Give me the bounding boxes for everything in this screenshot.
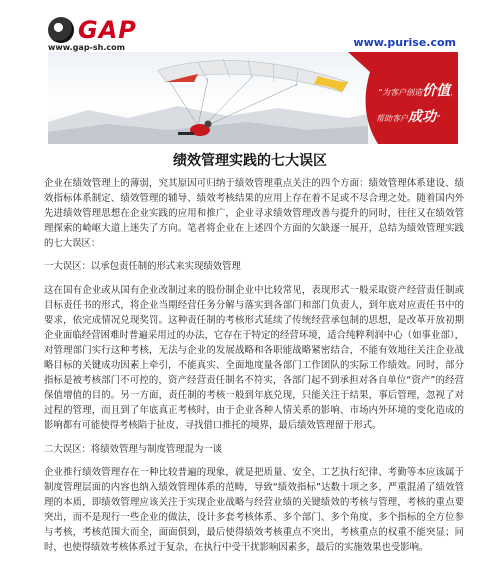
site-url-link[interactable]: www.purise.com [353,36,456,49]
slogan-line-1-emph: 价值 [422,83,451,99]
slogan-line-2-prefix: 帮助客户 [376,114,408,123]
slogan-line-1-suffix: ， [450,88,458,97]
page-header [0,0,500,150]
globe-icon [48,17,74,43]
intro-paragraph: 企业在绩效管理上的薄弱，究其原因可归纳于绩效管理重点关注的四个方面：绩效管理体系建设、绩效指标体系制定、绩效管理的辅导、绩效考核结果的应用上存在着不足或不尽合理之处。随着国内外先进绩效管理思想在企业实践的应用和推广，企业寻求绩效管理改善与提升的同时，往往又在绩效管理探索的崎岖大道上迷失了方向。笔者将企业在上述四个方面的欠缺逐一展开，总结为绩效管理实践的七大误区： [44,178,464,250]
section-2-heading: 二大误区：将绩效管理与制度管理混为一谈 [44,443,223,455]
article-body [44,176,464,555]
company-logo[interactable] [48,16,137,44]
section-2-paragraph: 企业推行绩效管理存在一种比较普遍的现象，就是把质量、安全、工艺执行纪律、考勤等本应该属于制度管理层面的内容也纳入绩效管理体系的范畴，导致“绩效指标”达数十项之多，严重混淆了绩效管理的本质，即绩效管理应该关注于实现企业战略与经营业绩的关键绩效的考核与管理，考核的重点要突出，而不是现行一些企业的做法，设计多套考核体系、多个部门、多个角度、多个指标的全方位参与考核，考核范围大而全，面面俱到，最后使得绩效考核重点不突出，考核重点的权重不能突显；同时，也使得绩效考核体系过于复杂，在执行中受干扰影响因素多，最后的实施效果也受影响。 [44,466,464,554]
slogan-line-1-prefix: 为客户创造 [382,88,423,97]
article-title: 绩效管理实践的七大误区 [173,153,327,169]
section-1-paragraph: 这在国有企业或从国有企业改制过来的股份制企业中比较常见，表现形式一般采取资产经营责任制或目标责任书的形式，将企业当期经营任务分解与落实到各部门和部门负责人，到年底对应责任书中的要求，依完成情况兑现奖罚。这种责任制的考核形式延续了传统经营承包制的思想，是改革开放初期企业面临经营困难时普遍采用过的办法，它存在于特定的经营环境，适合纯粹利润中心（如事业部），对管理部门实行这种考核，无法与企业的发展战略和各职能战略紧密结合，不能有效地往关注企业战略目标的关键成功因素上牵引，不能真实、全面地度量各部门工作团队的实际工作绩效。同时，部分指标是被考核部门不可控的，资产经营责任制名不符实，各部门起不到承担对各自单位“资产”的经营保值增值的目的。另一方面，责任制的考核一般到年底兑现，只能关注于结果，事后管理，忽视了对过程的管理，而且到了年底真正考核时，由于企业各种人情关系的影响、市场内外环境的变化造成的影响都有可能使得考核陷于扯皮、寻找借口推托的境界，最后绩效管理留于形式。 [44,284,464,432]
hero-banner [48,52,458,144]
slogan-line-1: “为客户创造价值， [378,83,458,99]
logo-text: GAP [78,16,137,44]
section-1-heading: 一大误区：以承包责任制的形式来实现绩效管理 [44,261,241,273]
banner-slogan [370,72,458,132]
logo-url[interactable]: www.gap-sh.com [48,43,125,52]
slogan-line-2: 帮助客户成功” [376,109,441,125]
slogan-line-2-emph: 成功 [408,109,436,125]
